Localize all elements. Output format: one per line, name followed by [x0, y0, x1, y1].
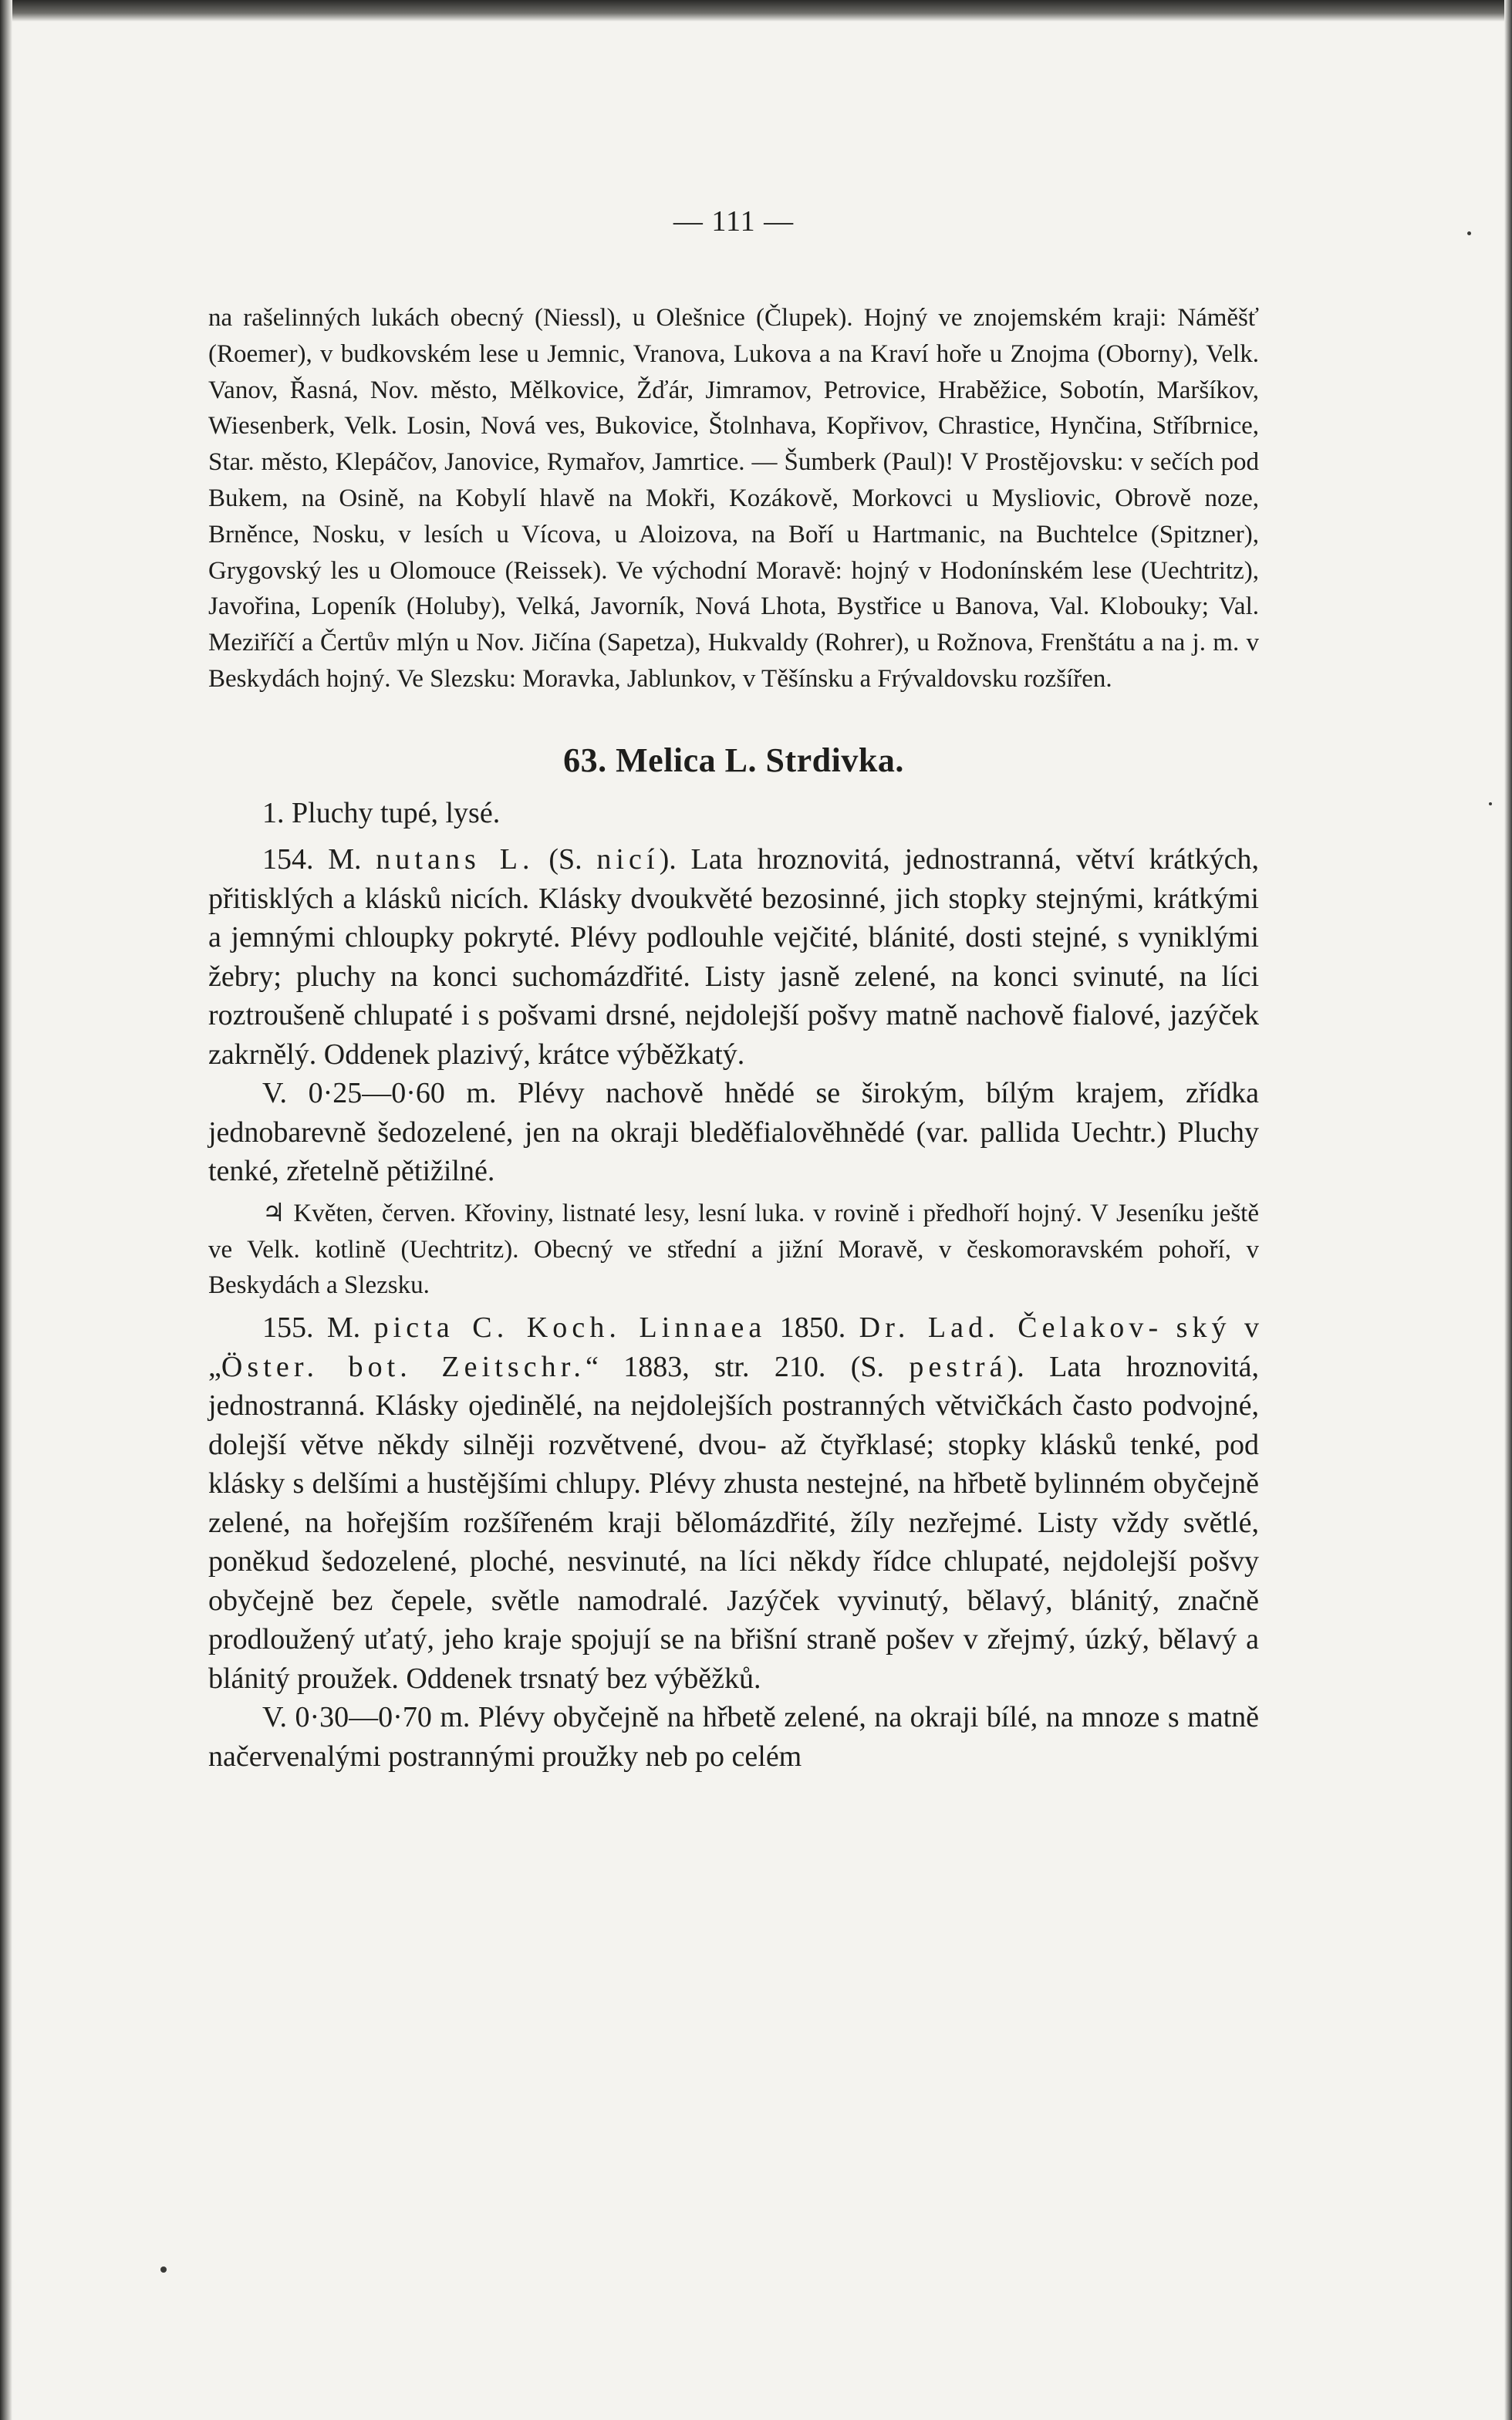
species-154-czech-open: (S.	[548, 843, 582, 876]
species-154-habitat: ♃ Květen, červen. Křoviny, listnaté lesy, lesní luka. v rovině i předhoří hojný. V Jeseníku ještě ve Velk. kotlině (Uechtritz). Obecný ve střední a jižní Moravě, v českomoravském pohoří, v Beskydách a Slezsku.	[208, 1199, 1259, 1300]
species-154-czech-close: ).	[659, 843, 677, 876]
species-154-entry	[208, 840, 1259, 1074]
species-155-author-b: ský	[1176, 1311, 1231, 1345]
species-155-czech-close: ).	[1007, 1350, 1024, 1383]
page-number: — 111 —	[673, 205, 795, 238]
species-155-author-a: Dr. Lad. Čelakov-	[859, 1311, 1163, 1345]
species-155-pub-close: “ 1883, str. 210. (S.	[585, 1350, 884, 1383]
species-154-czech-name: nicí	[596, 843, 660, 876]
species-155-size: V. 0·30—0·70 m. Plévy obyčejně na hřbetě zelené, na okraji bílé, na mnoze s matně načervenalými postrannými proužky neb po celém	[208, 1701, 1259, 1773]
dust-speck	[1467, 231, 1471, 235]
species-155-number: 155. M.	[262, 1311, 361, 1345]
species-155-pub-lead: v „	[208, 1311, 1259, 1383]
continuation-paragraph: na rašelinných lukách obecný (Niessl), u Olešnice (Člupek). Hojný ve znojemském kraji: Náměšť (Roemer), v budkovském lese u Jemnic, Vranova, Lukova a na Kraví hoře u Znojma (Oborny), Velk. Vanov, Řasná, Nov. město, Mělkovice, Žďár, Jimramov, Petrovice, Hraběžice, Sobotín, Maršíkov, Wiesenberk, Velk. Losin, Nová ves, Bukovice, Štolnhava, Kopřivov, Chrastice, Hynčina, Stříbrnice, Star. město, Klepáčov, Janovice, Rymařov, Jamrtice. — Šumberk (Paul)! V Prostějovsku: v sečích pod Bukem, na Osině, na Kobylí hlavě na Mokři, Kozákově, Morkovci u Mysliovic, Obrově noze, Brněnce, Nosku, v lesích u Vícova, u Aloizova, na Boří u Hartmanic, na Buchtelce (Spitzner), Grygovský les u Olomouce (Reissek). Ve východní Moravě: hojný v Hodonínském lese (Uechtritz), Javořina, Lopeník (Holuby), Velká, Javorník, Nová Lhota, Bystřice u Banova, Val. Klobouky; Val. Meziříčí a Čertův mlýn u Nov. Jičína (Sapetza), Hukvaldy (Rohrer), u Rožnova, Frenštátu a na j. m. v Beskydách hojný. Ve Slezsku: Moravka, Jablunkov, v Těšínsku a Frývaldovsku rozšířen.	[208, 304, 1259, 693]
genus-heading: 63. Melica L. Strdivka.	[563, 741, 904, 779]
species-155-publication: Öster. bot. Zeitschr.	[221, 1350, 586, 1383]
species-155-name: picta C. Koch. Linnaea	[373, 1311, 767, 1345]
species-155-year: 1850.	[779, 1311, 846, 1345]
key-item: 1. Pluchy tupé, lysé.	[262, 796, 501, 829]
species-155-description: Lata hroznovitá, jednostranná. Klásky ojedinělé, na nejdolejších postranných větvičkách často podvojné, dolejší větve někdy silněji rozvětvené, dvou- až čtyřklasé; stopky klásků tenké, pod klásky s delšími a hustějšími chlupy. Plévy zhusta nestejné, na hřbetě bylinném obyčejně zelené, na hořejším rozšířeném kraji bělomázdřité, žíly nezřejmé. Listy vždy světlé, poněkud šedozelené, ploché, nesvinuté, na líci někdy řídce chlupaté, nejdolejší pošvy obyčejně bez čepele, světle namodralé. Jazýček vyvinutý, bělavý, blánitý, značně prodloužený uťatý, jeho kraje spojují se na břišní straně pošev v zřejmý, úzký, bělavý a blánitý proužek. Oddenek trsnatý bez výběžků.	[208, 1350, 1259, 1695]
page-content	[208, 204, 1259, 1776]
dust-speck	[160, 2266, 167, 2273]
page-edge-right	[1504, 0, 1512, 2420]
page-edge-top	[0, 0, 1512, 22]
species-154-description: Lata hroznovitá, jednostranná, větví krátkých, přitisklých a klásků nicích. Klásky dvoukvěté bezosinné, jich stopky stejnými, krátkými a jemnými chloupky pokryté. Plévy podlouhle vejčité, blánité, dosti stejné, s vyniklými žebry; pluchy na konci suchomázdřité. Listy jasně zelené, na konci svinuté, na líci roztroušeně chlupaté i s pošvami drsné, nejdolejší pošvy matně nachově fialové, jazýček zakrnělý. Oddenek plazivý, krátce výběžkatý.	[208, 843, 1259, 1071]
species-155-entry	[208, 1308, 1259, 1698]
species-155-czech-name: pestrá	[909, 1350, 1007, 1383]
species-154-number: 154. M.	[262, 843, 362, 876]
page-edge-left	[0, 0, 12, 2420]
species-154-size: V. 0·25—0·60 m. Plévy nachově hnědé se širokým, bílým krajem, zřídka jednobarevně šedozelené, jen na okraji bleděfialověhnědé (var. pallida Uechtr.) Pluchy tenké, zřetelně pětižilné.	[208, 1077, 1259, 1188]
species-154-name: nutans L.	[376, 843, 535, 876]
dust-speck	[1489, 802, 1492, 805]
